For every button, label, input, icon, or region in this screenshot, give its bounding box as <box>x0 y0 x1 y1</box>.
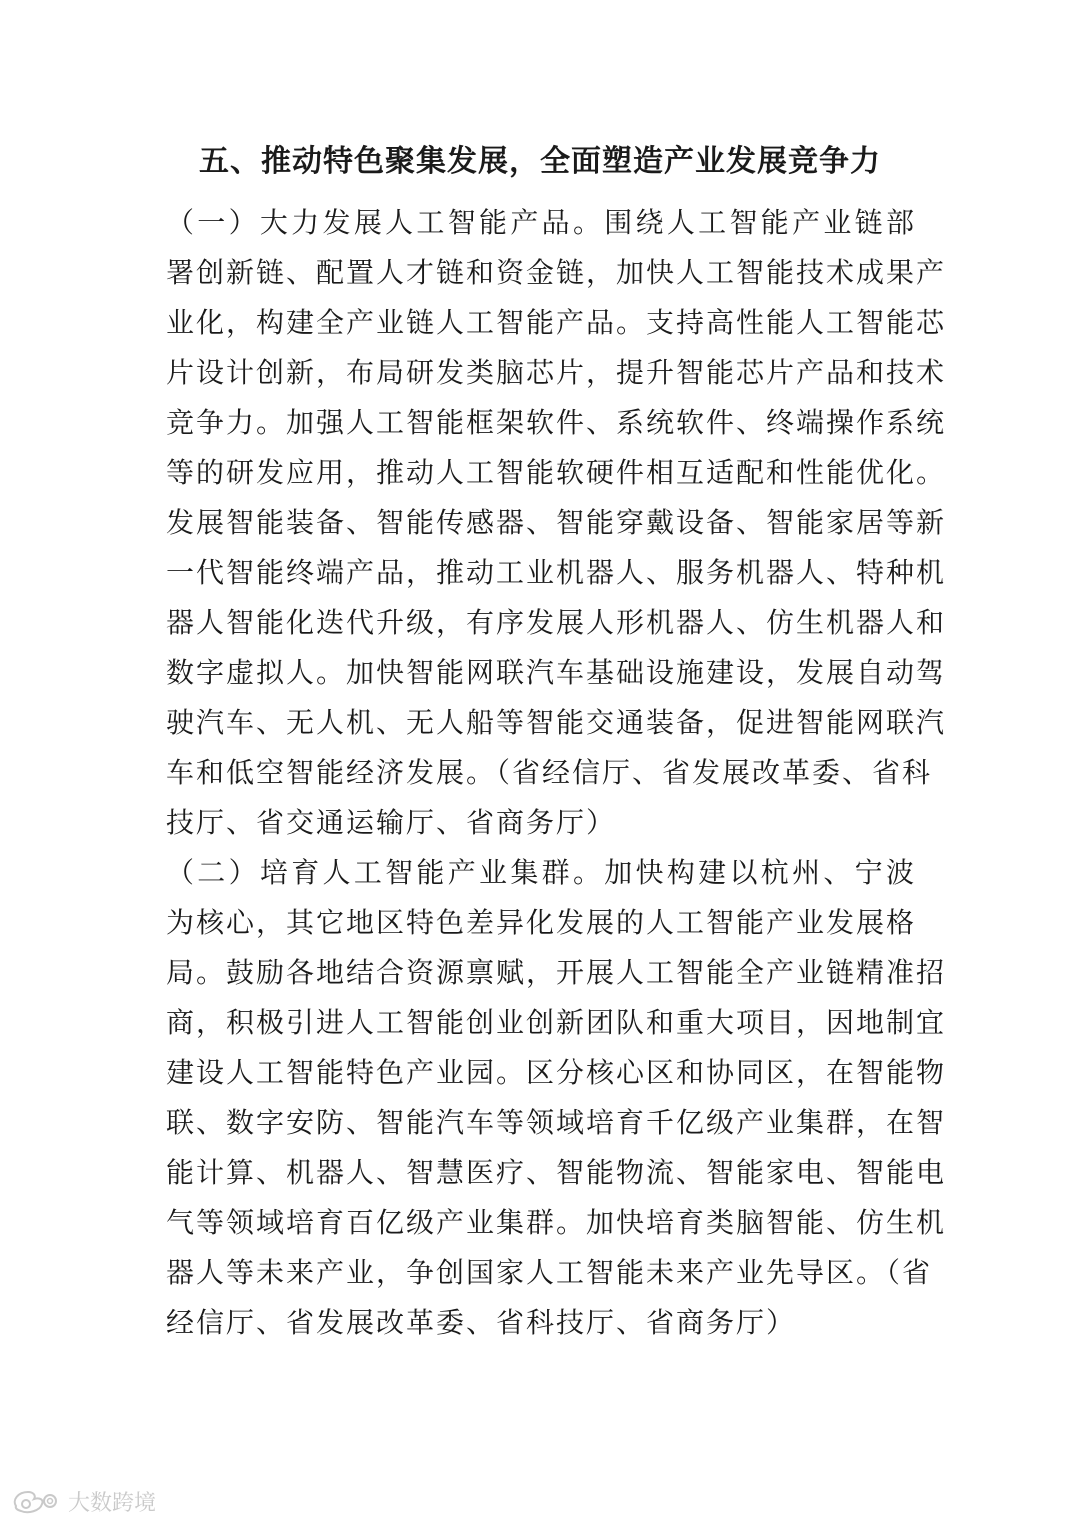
paragraph-1-line: 一代智能终端产品，推动工业机器人、服务机器人、特种机 <box>166 556 947 589</box>
section-heading: 五、推动特色聚集发展，全面塑造产业发展竞争力 <box>199 144 881 179</box>
paragraph-2-line: 器人等未来产业，争创国家人工智能未来产业先导区。（省 <box>166 1256 933 1289</box>
paragraph-2-line: 能计算、机器人、智慧医疗、智能物流、智能家电、智能电 <box>166 1156 947 1189</box>
paragraph-2-line: 气等领域培育百亿级产业集群。加快培育类脑智能、仿生机 <box>166 1206 947 1239</box>
paragraph-1-line: 竞争力。加强人工智能框架软件、系统软件、终端操作系统 <box>166 406 947 439</box>
paragraph-1-line: （一）大力发展人工智能产品。围绕人工智能产业链部 <box>166 206 916 239</box>
watermark <box>10 1484 156 1518</box>
paragraph-2-line: 为核心，其它地区特色差异化发展的人工智能产业发展格 <box>166 906 917 939</box>
paragraph-2-line: 商，积极引进人工智能创业创新团队和重大项目，因地制宜 <box>166 1006 947 1039</box>
weibo-logo-icon <box>10 1486 62 1516</box>
paragraph-1-line: 业化，构建全产业链人工智能产品。支持高性能人工智能芯 <box>166 306 947 339</box>
paragraph-1-line: 等的研发应用，推动人工智能软硬件相互适配和性能优化。 <box>166 456 947 489</box>
paragraph-2-line: 局。鼓励各地结合资源禀赋，开展人工智能全产业链精准招 <box>166 956 947 989</box>
paragraph-2-line: （二）培育人工智能产业集群。加快构建以杭州、宁波 <box>166 856 916 889</box>
watermark-text: 大数跨境 <box>68 1490 157 1516</box>
paragraph-2-line: 联、数字安防、智能汽车等领域培育千亿级产业集群，在智 <box>166 1106 947 1139</box>
paragraph-2-line: 经信厅、省发展改革委、省科技厅、省商务厅） <box>166 1306 797 1339</box>
paragraph-1-line: 器人智能化迭代升级，有序发展人形机器人、仿生机器人和 <box>166 606 947 639</box>
paragraph-1-line: 车和低空智能经济发展。（省经信厅、省发展改革委、省科 <box>166 756 933 789</box>
paragraph-1-line: 发展智能装备、智能传感器、智能穿戴设备、智能家居等新 <box>166 506 947 539</box>
paragraph-1-line: 技厅、省交通运输厅、省商务厅） <box>166 806 617 839</box>
paragraph-1-line: 驶汽车、无人机、无人船等智能交通装备，促进智能网联汽 <box>166 706 947 739</box>
paragraph-1-line: 片设计创新，布局研发类脑芯片，提升智能芯片产品和技术 <box>166 356 947 389</box>
paragraph-1-line: 数字虚拟人。加快智能网联汽车基础设施建设，发展自动驾 <box>166 656 947 689</box>
paragraph-1-line: 署创新链、配置人才链和资金链，加快人工智能技术成果产 <box>166 256 947 289</box>
paragraph-2-line: 建设人工智能特色产业园。区分核心区和协同区，在智能物 <box>166 1056 947 1089</box>
